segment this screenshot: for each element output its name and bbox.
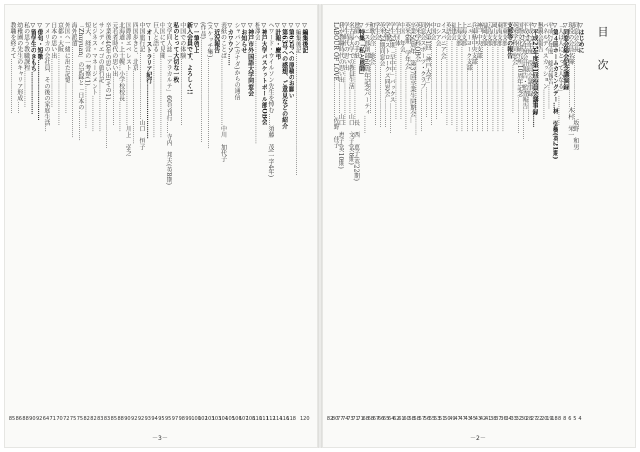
- toc-page-number: 56: [423, 416, 431, 422]
- toc-page-number: 90: [124, 416, 131, 422]
- toc-page-number: 104: [218, 416, 229, 422]
- toc-page-number: 20: [541, 416, 548, 422]
- toc-section-heading: ▽特集「私と恩師」: [357, 22, 365, 78]
- toc-entry: 外国へ一緒に出た記憶……………: [63, 22, 71, 114]
- toc-page-number: 5: [573, 416, 577, 422]
- toc-page-number: 71: [357, 416, 364, 422]
- toc-entry: 英米学科OB会………………………………: [413, 22, 421, 136]
- toc-page-number: 103: [211, 416, 222, 422]
- toc-page-number: 47: [459, 416, 466, 422]
- toc-entry: 四国歩きと、北京………………………………: [131, 22, 139, 144]
- toc-page-number: 85: [8, 416, 16, 422]
- toc-page-number: 112: [266, 416, 276, 422]
- toc-entry: 卒業50周年 第37回卒業生同期会…: [408, 22, 416, 124]
- toc-entry: 中国での体験……………………………: [178, 22, 186, 126]
- toc-page-number: 49: [449, 416, 456, 422]
- toc-entry: 和歌会合 総会……………………: [367, 22, 375, 114]
- toc-page-number: 42: [479, 416, 487, 422]
- toc-page-number: 68: [367, 416, 374, 422]
- left-page-number: －3－: [152, 435, 168, 442]
- toc-page-number: 32: [515, 416, 522, 422]
- toc-page-number: 73: [347, 416, 354, 422]
- toc-page-number: 51: [439, 416, 446, 422]
- toc-page-number: 95: [158, 416, 165, 422]
- toc-title: 目次: [596, 26, 609, 92]
- toc-page-number: 102: [198, 416, 208, 422]
- toc-page-number: 50: [444, 416, 451, 422]
- toc-entry: 学生時代の思い出………………………: [342, 22, 350, 126]
- toc-section-heading: 新入会員です、よろしく!!: [185, 22, 193, 95]
- toc-page-number: 36: [500, 416, 507, 422]
- toc-entry: 関東支部……………………………………: [500, 22, 508, 132]
- toc-entry: ビジネス・マネージメント………………: [90, 22, 98, 132]
- toc-page-number: 37: [495, 416, 502, 422]
- toc-section-heading: ▽オーストラリア紀行………………………: [144, 22, 152, 139]
- toc-entry: 英語会……………………………………: [444, 22, 452, 126]
- toc-page-number: 71: [49, 416, 56, 422]
- toc-page-number: 66: [377, 416, 385, 422]
- toc-entry: 懇親会報告……………………: [536, 22, 544, 102]
- toc-page-number: 88: [117, 416, 124, 422]
- toc-page-number: 28: [525, 416, 533, 422]
- toc-entry: サンディエゴの旅行記……………………: [97, 22, 105, 132]
- toc-entry: 恩師への手紙…………………………長 西 恵子(英22期): [352, 22, 360, 182]
- toc-page-number: 118: [286, 416, 296, 422]
- toc-page-number: 70: [56, 416, 63, 422]
- toc-entry: 京都・大阪………………………………: [56, 22, 64, 126]
- toc-page-number: 83: [103, 416, 111, 422]
- toc-entry: 東海支部……………………………………: [495, 22, 503, 132]
- toc-entry: 兵庫県中央支部……………………………: [469, 22, 477, 132]
- left-page: [4, 4, 318, 448]
- toc-entry: 広島支部……………………………………: [485, 22, 493, 132]
- toc-entry: 上海支部……………………………………: [459, 22, 467, 132]
- toc-page-number: 95: [164, 416, 172, 422]
- toc-page-number: 71: [352, 416, 359, 422]
- toc-entry: (スケッチ集)………………………………………: [205, 22, 213, 149]
- toc-page-number: 114: [272, 416, 283, 422]
- toc-page-number: 82: [326, 416, 334, 422]
- toc-page-number: 80: [331, 416, 339, 422]
- toc-entry: 短大、経営の一考察(1)…………………: [83, 22, 91, 129]
- toc-page-number: 99: [185, 416, 192, 422]
- toc-page-number: 43: [474, 416, 482, 422]
- right-page: [322, 4, 636, 448]
- toc-page-number: 41: [484, 416, 492, 422]
- toc-entry: 教職を終えて………………………: [9, 22, 16, 114]
- toc-page-number: 47: [454, 416, 461, 422]
- toc-page-number: 82: [83, 416, 90, 422]
- toc-entry: アメリカの会社員、その後の家庭生活…: [42, 22, 50, 132]
- toc-entry: 我が教職時代の思い出……………山口 恵子(英10期): [337, 22, 345, 169]
- toc-page-number: 92: [137, 416, 145, 422]
- toc-entry: 中国にて見聞…………………………………: [158, 22, 166, 138]
- toc-page-number: 75: [69, 416, 77, 422]
- toc-entry: 現役の会員名簿…………………木村 栄一: [566, 22, 574, 138]
- toc-page-number: 86: [15, 416, 22, 422]
- toc-entry: 平成25年度 役員会議事録…………: [525, 22, 533, 122]
- toc-section-heading: ▽はじめに: [577, 22, 584, 54]
- toc-entry: 幼稚園の先生のキャリア形成……: [15, 22, 23, 114]
- toc-entry: 元若者時代の思い出……………………: [110, 22, 118, 126]
- toc-entry: LABOUR OF LOVE………………佐野 佳子: [332, 22, 340, 149]
- toc-section-heading: ▽一筆啓上: [192, 22, 200, 54]
- toc-section-heading: ▽俳句・短歌…………………………: [36, 22, 44, 121]
- toc-entry: 日本の思い出……………………: [49, 22, 57, 108]
- toc-page-number: 64: [388, 416, 395, 422]
- toc-page-number: 88: [22, 416, 29, 422]
- toc-entry: ヘワード・ウイルソン先生を悼む……須藤 茂(一字4年): [267, 22, 275, 178]
- toc-page-number: 57: [418, 416, 426, 422]
- toc-page-number: 8: [557, 416, 562, 422]
- toc-page-number: 18: [551, 416, 558, 422]
- toc-page-number: 72: [63, 416, 70, 422]
- toc-page-number: 43: [464, 416, 471, 422]
- toc-page-number: 58: [413, 416, 420, 422]
- toc-page-number: 65: [382, 416, 390, 422]
- toc-page-number: 93: [144, 416, 151, 422]
- toc-entry: ロシア会………………………………: [434, 22, 442, 120]
- toc-section-heading: ▽近況報告: [212, 22, 220, 54]
- toc-entry: 上海支部……………………………………: [454, 22, 462, 132]
- toc-section-heading: ▽留学生のきもち…………………: [29, 22, 37, 115]
- toc-page-number: 103: [204, 416, 215, 422]
- toc-section-heading: 支部等の報告: [505, 22, 513, 59]
- toc-entry: パネルディスカッション……………: [541, 22, 549, 120]
- toc-entry: 中国会……………………………………: [429, 22, 437, 126]
- toc-entry: 学生会……………………………………: [372, 22, 380, 126]
- toc-section-heading: ▽第65号への原稿のお願い: [287, 22, 295, 99]
- toc-section-heading: ▽神戸大学バスケットボール部OB会: [260, 22, 268, 125]
- toc-page-number: 106: [232, 416, 242, 422]
- toc-entry: 同窓会会長……………………………坂野 和男: [571, 22, 579, 151]
- toc-entry: 国際文化研究所10周年記念………………: [515, 22, 523, 134]
- toc-entry: 表紙のことば……………………………中川 加代子: [219, 22, 227, 163]
- toc-entry: イスパニア会………………………: [439, 22, 447, 114]
- toc-entry: 文学同人誌「アラカルテ」60号刊行……寺内 邦夫(英8期): [165, 22, 173, 186]
- toc-page-number: 4: [578, 416, 582, 422]
- toc-page-number: 68: [362, 416, 369, 422]
- toc-page-number: 100: [191, 416, 201, 422]
- toc-page-number: 83: [97, 416, 104, 422]
- toc-entry: 福岡支部……………………………………: [480, 22, 488, 132]
- toc-entry: ▽編集後記……………………………………………………: [294, 22, 302, 176]
- toc-entry: 学20期ストロークス同窓会……………: [383, 22, 391, 128]
- toc-page-number: 90: [29, 416, 36, 422]
- toc-page-number: 60: [403, 416, 410, 422]
- toc-page-number: 64: [42, 416, 50, 422]
- toc-section-heading: ▽神戸市外国語大学同窓会: [246, 22, 254, 97]
- toc-entry: 相澤会……………………………………………: [253, 22, 261, 144]
- toc-section-heading: ▽計報・慶弔: [273, 22, 281, 60]
- toc-section-heading: ▽カワウソ……: [226, 22, 234, 66]
- toc-page-number: 108: [245, 416, 256, 422]
- toc-page-number: 61: [398, 416, 405, 422]
- toc-entry: テニス部創部60周年記念パーティ………: [362, 22, 370, 134]
- toc-page-number: 82: [90, 416, 97, 422]
- toc-page-number: 92: [35, 416, 43, 422]
- toc-entry: 中国旅行記……………………………山口 恒子: [138, 22, 146, 151]
- toc-section-heading: 私のとって大切な一枚: [171, 22, 179, 83]
- toc-page-number: 98: [178, 416, 185, 422]
- toc-page-number: 62: [393, 416, 400, 422]
- toc-page-number: 58: [408, 416, 415, 422]
- toc-page-number: 38: [490, 416, 497, 422]
- toc-page-number: 55: [428, 416, 436, 422]
- toc-entry: 神戸中央支部………………………………: [474, 22, 482, 132]
- toc-entry: 名古屋大学での教員生活…………山口 文子(英8期): [347, 22, 355, 165]
- toc-entry: 学生団体………………………………: [393, 22, 401, 120]
- toc-page-number: 111: [259, 416, 269, 422]
- toc-entry: (作品)……………………………………………: [199, 22, 207, 143]
- toc-entry: 「Zhuyuan」の記録と「日本の……………: [76, 22, 84, 141]
- toc-entry: ニューヨーク支部…………………………: [464, 22, 472, 132]
- toc-entry: 海外派遣………………………………………: [70, 22, 78, 138]
- toc-entry: 中国 年会……………………………: [398, 22, 406, 120]
- toc-page-number: 105: [225, 416, 235, 422]
- toc-page-number: 22: [535, 416, 543, 422]
- toc-section-heading: ▽第63号への感想、ご意見などの紹介: [280, 22, 288, 130]
- toc-entry: 岡山支部……………………………………: [490, 22, 498, 132]
- toc-entry: 私の思う教職課程………………: [22, 22, 30, 108]
- toc-entry: 学生24期「早中中」バックス……………: [388, 22, 396, 134]
- toc-page-number: 94: [151, 416, 158, 422]
- toc-page-number: 34: [505, 416, 512, 422]
- toc-entry: 北海道・上士幌…小学校校長……………: [117, 22, 125, 132]
- toc-page-number: 110: [252, 416, 262, 422]
- toc-entry: 英米24期同窓会…………………………: [378, 22, 386, 128]
- toc-entry: 英米6期 学年会…………………………: [403, 22, 411, 130]
- toc-page-number: 107: [238, 416, 249, 422]
- toc-page-number: 19: [546, 416, 553, 422]
- toc-page-number: 85: [110, 416, 118, 422]
- toc-entry: 英米学科同窓会……………………: [510, 22, 518, 114]
- toc-entry: 卒業後40年の思い出(その1)……………………: [104, 22, 112, 149]
- toc-page-number: 74: [342, 416, 349, 422]
- toc-entry: 国際派エベレスト………………………川上 弘之: [124, 22, 132, 157]
- toc-entry: 巨人と語る……………………………………: [151, 22, 159, 138]
- toc-page-number: 92: [131, 416, 138, 422]
- toc-entry: シャパン(カナダ)からの通信: [233, 22, 241, 101]
- toc-entry: 外大第1回「神戸大学」……………: [423, 22, 431, 118]
- toc-section-heading: ▽同窓会総会記念講演録: [561, 22, 569, 91]
- toc-page-number: 67: [372, 416, 380, 422]
- toc-entry: 平成25年度 総会報告…………: [546, 22, 554, 110]
- toc-page-number: 33: [510, 416, 517, 422]
- toc-page-number: 120: [300, 416, 310, 422]
- toc-page-number: 8: [563, 416, 567, 422]
- toc-page-number: 45: [469, 416, 477, 422]
- toc-entry: 平成25年度会計報告・監査報告……………: [520, 22, 528, 140]
- toc-page-number: 30: [520, 416, 528, 422]
- toc-section-heading: ▽平成25年度第1回役員会議事録……: [531, 22, 539, 128]
- toc-entry: 「人は人にとって人なる」……………: [556, 22, 564, 126]
- toc-section-heading: ▽第４回ホームカミングデー…林 弘樹(英21期): [551, 22, 559, 160]
- toc-section-heading: ▽編集後記: [301, 22, 308, 54]
- toc-page-number: 116: [279, 416, 290, 422]
- toc-section-heading: ▽お知らせ: [239, 22, 247, 54]
- right-page-number: －2－: [470, 435, 486, 442]
- toc-page-number: 53: [433, 416, 441, 422]
- toc-page-number: 6: [568, 416, 572, 422]
- toc-entry: 福建会……………………………………: [449, 22, 457, 126]
- toc-page-number: 77: [337, 416, 344, 422]
- toc-page-number: 27: [530, 416, 538, 422]
- toc-page-number: 75: [76, 416, 84, 422]
- toc-page-number: 97: [171, 416, 179, 422]
- toc-entry: 同窓会スポーツ・クラブ…………………: [418, 22, 426, 132]
